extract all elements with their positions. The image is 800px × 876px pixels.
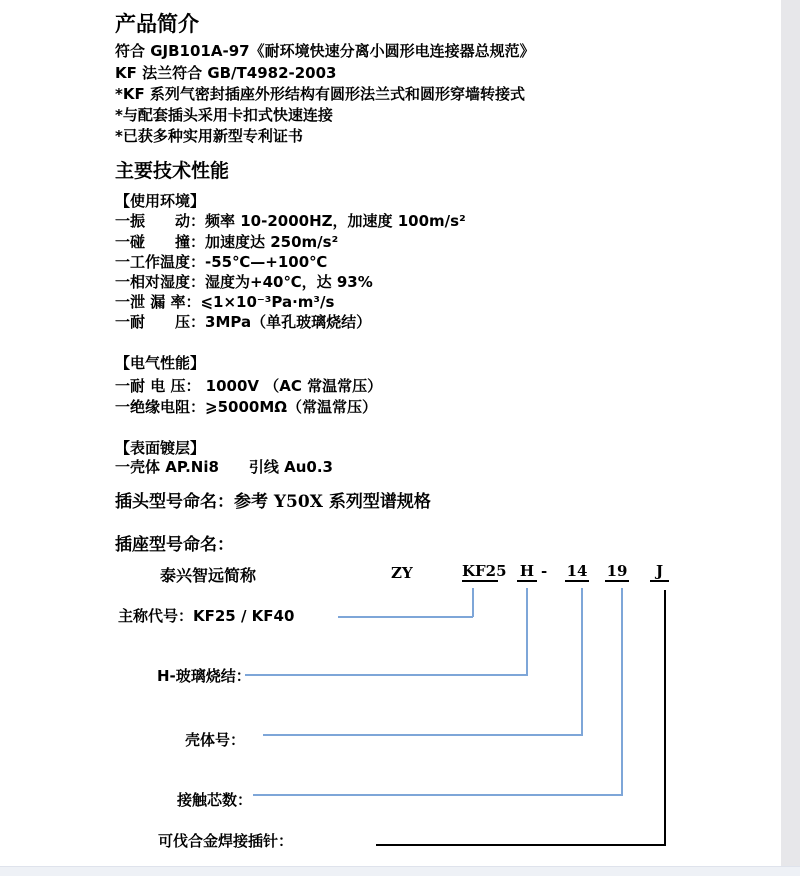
callout-line-seal-horizontal (245, 674, 528, 676)
plating-section-heading: 【表面镀层】 (115, 439, 206, 457)
spec-line-plating: 一壳体 AP.Ni8 引线 Au0.3 (115, 458, 333, 476)
callout-label-series: 主称代号：KF25 / KF40 (118, 607, 295, 625)
socket-naming-heading: 插座型号命名： (115, 535, 234, 555)
callout-line-pin-vertical (664, 590, 666, 846)
right-margin-strip (781, 0, 800, 876)
callout-line-series-horizontal (338, 616, 473, 618)
callout-line-contacts-horizontal (253, 794, 623, 796)
spec-line-vibration: 一振 动：频率 10-2000HZ，加速度 100m/s² (115, 212, 466, 230)
callout-line-contacts-vertical (621, 588, 623, 796)
callout-line-seal-vertical (526, 588, 528, 676)
bottom-edge-strip[interactable] (0, 866, 800, 876)
callout-line-pin-horizontal (376, 844, 666, 846)
callout-label-pin: 可伐合金焊接插针： (158, 832, 294, 850)
spec-line-withstand-voltage: 一耐 电 压： 1000V （AC 常温常压） (115, 377, 383, 395)
spec-line-leak-rate: 一泄 漏 率：⩽1×10⁻³Pa·m³/s (115, 293, 335, 311)
callout-line-shell-horizontal (263, 734, 583, 736)
spec-line-insulation-resistance: 一绝缘电阻：⩾5000MΩ（常温常压） (115, 398, 377, 416)
model-prefix: ZY (391, 564, 413, 582)
callout-line-series-vertical (472, 588, 474, 617)
intro-line: *与配套插头采用卡扣式快速连接 (115, 106, 333, 124)
model-segment-series: KF25 (462, 562, 507, 580)
page-title: 产品简介 (115, 11, 199, 36)
intro-line: *已获多种实用新型专利证书 (115, 127, 303, 145)
vendor-label: 泰兴智远简称 (160, 566, 257, 585)
model-segment-contacts: 19 (606, 562, 628, 580)
model-segment-seal: H (517, 562, 537, 582)
intro-line: *KF 系列气密封插座外形结构有圆形法兰式和圆形穿墙转接式 (115, 85, 525, 103)
elec-section-heading: 【电气性能】 (115, 354, 206, 372)
model-segment-dash: - (541, 562, 548, 580)
env-section-heading: 【使用环境】 (115, 192, 206, 210)
callout-label-seal: H-玻璃烧结： (157, 667, 251, 685)
spec-line-shock: 一碰 撞：加速度达 250m/s² (115, 233, 339, 251)
intro-line: 符合 GJB101A-97《耐环境快速分离小圆形电连接器总规范》 (115, 42, 535, 60)
callout-line-shell-vertical (581, 588, 583, 736)
callout-label-contacts: 接触芯数： (177, 791, 253, 809)
model-segment-pin: J (650, 562, 669, 582)
spec-line-temperature: 一工作温度：-55℃—+100℃ (115, 253, 328, 271)
tech-performance-heading: 主要技术性能 (115, 160, 230, 182)
callout-label-shell: 壳体号： (185, 731, 246, 749)
spec-line-humidity: 一相对湿度：湿度为+40℃，达 93% (115, 273, 373, 291)
plug-naming-heading: 插头型号命名：参考 Y50X 系列型谱规格 (115, 492, 431, 512)
intro-line: KF 法兰符合 GB/T4982-2003 (115, 64, 337, 82)
spec-line-pressure: 一耐 压：3MPa（单孔玻璃烧结） (115, 313, 372, 331)
model-segment-shell: 14 (566, 562, 588, 580)
